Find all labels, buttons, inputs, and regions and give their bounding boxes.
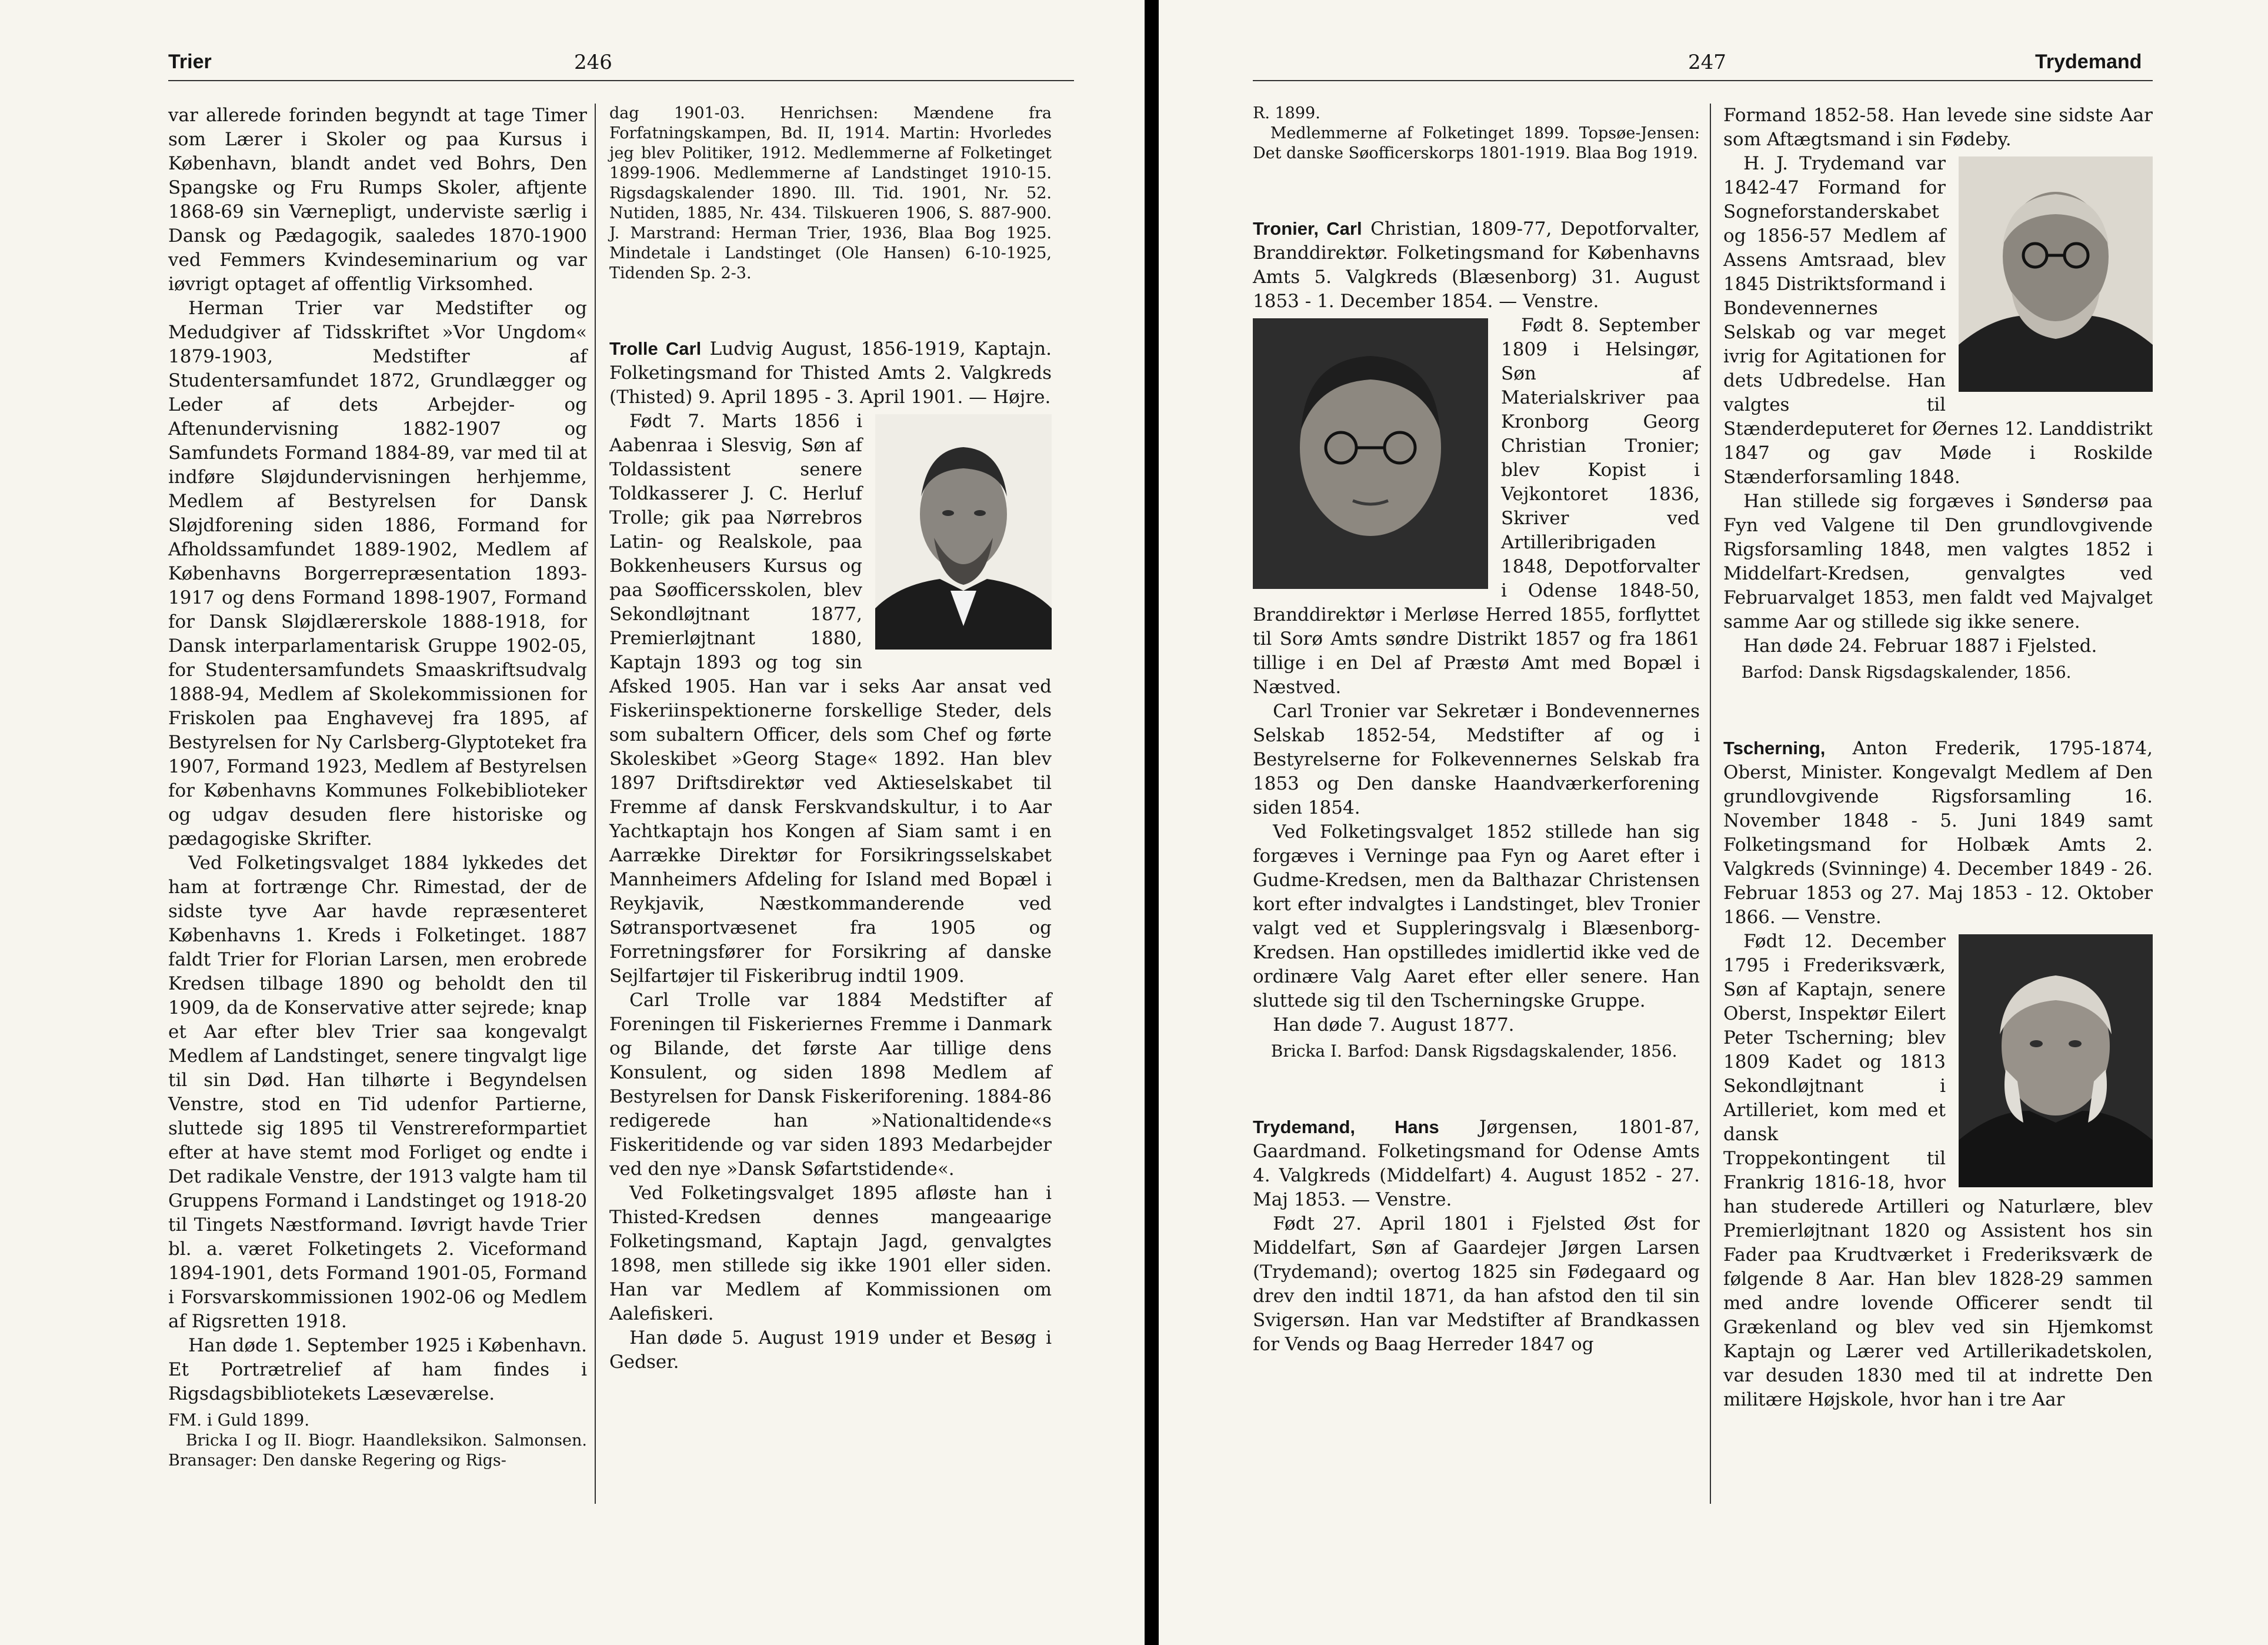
- portrait-tscherning: [1959, 934, 2153, 1187]
- header-rule: [168, 80, 1074, 81]
- header-rule: [1253, 80, 2153, 81]
- tronier-intro: Christian, 1809-77, Depotforvalter, Branddirektør. Folketingsmand for Københavns Amts 5. Valgkreds (Blæsenborg) 31. August 1853 - 1. December 1854. — Venstre.: [1253, 218, 1700, 312]
- left-column-2: [609, 104, 1052, 1374]
- entry-name-tronier: Tronier, Carl: [1253, 218, 1362, 239]
- portrait-trydemand-photo: [1959, 156, 2153, 392]
- entry-gap: [1723, 683, 2153, 736]
- portrait-trolle: [875, 414, 1052, 650]
- portrait-trolle-photo: [875, 414, 1052, 650]
- trolle-paragraph: Carl Trolle var 1884 Medstifter af Foreningen til Fiskeriernes Fremme i Danmark og Bilande, det første Aar tillige dens Konsulent, og siden 1898 Medlem af Bestyrelsen for Dansk Fiskeriforening. 1884-86 redigerede han »Nationaltidende«s Fiskeritidende og var siden 1893 Medarbejder ved den nye »Dansk Søfartstidende«.: [609, 990, 1052, 1180]
- portrait-tscherning-photo: [1959, 934, 2153, 1187]
- trier-paragraph: Herman Trier var Medstifter og Medudgiver af Tidsskriftet »Vor Ungdom« 1879-1903, Medstifter af Studentersamfundet 1872, Grundlægger og Leder af dets Arbejder- og Aftenundervisning 1882-1907 og Samfundets Formand 1884-89, var med til at indføre Sløjdundervisningen herhjemme, Medlem af Bestyrelsen for Dansk Sløjdforening siden 1886, Formand for Afholdssamfundet 1889-1902, Medlem af Københavns Borgerrepræsentation 1893-1917 og dens Formand 1898-1907, Formand for Dansk Sløjdlærerskole 1888-1918, for Dansk interparlamentarisk Gruppe 1902-05, for Studentersamfundets Smaaskriftsudvalg 1888-94, Medlem af Skolekommissionen for Friskolen paa Enghavevej fra 1895, af Bestyrelsen for Ny Carlsberg-Glyptoteket fra 1907, Formand 1923, Medlem af Bestyrelsen for Københavns Kommunes Folkebiblioteker og udgav desuden flere historiske og pædagogiske Skrifter.: [168, 298, 587, 850]
- trier-sources: Bricka I og II. Biogr. Haandleksikon. Salmonsen. Bransager: Den danske Regering og Rigs-: [168, 1431, 587, 1470]
- trydemand-sources: Barfod: Dansk Rigsdagskalender, 1856.: [1741, 662, 2072, 682]
- entry-name-trydemand-first: Hans: [1355, 1117, 1439, 1137]
- right-column-1: [1253, 104, 1700, 1357]
- tronier-sources: Bricka I. Barfod: Dansk Rigsdagskalender, 1856.: [1270, 1041, 1677, 1061]
- running-head-left: Trier: [168, 51, 212, 73]
- entry-name-trolle: Trolle Carl: [609, 338, 702, 359]
- trydemand-intro: Jørgensen, 1801-87, Gaardmand. Folketingsmand for Odense Amts 4. Valgkreds (Middelfart) 4. August 1852 - 27. Maj 1853. — Venstre.: [1253, 1117, 1700, 1210]
- running-head-right: Trydemand: [2035, 51, 2142, 73]
- tscherning-intro: Anton Frederik, 1795-1874, Oberst, Minister. Kongevalgt Medlem af Den grundlovgivende Rigsforsamling 16. November 1848 - 5. Juni 1849 samt Folketingsmand for Holbæk Amts 2. Valgkreds (Svinninge) 4. December 1849 - 26. Februar 1853 og 27. Maj 1853 - 12. Oktober 1866. — Venstre.: [1723, 738, 2153, 928]
- trydemand-paragraph: Han stillede sig forgæves i Søndersø paa Fyn ved Valgene til Den grundlovgivende Rigsforsamling 1848, men valgtes 1852 i Middelfart-Kredsen, genvalgtes ved Februarvalget 1853, men faldt ved Majvalget samme Aar og stillede sig ikke senere.: [1723, 491, 2153, 632]
- entry-gap: [1253, 164, 1700, 217]
- portrait-trydemand: [1959, 156, 2153, 392]
- right-page: [1159, 0, 2268, 1645]
- trolle-paragraph: Han døde 5. August 1919 under et Besøg i Gedser.: [609, 1327, 1052, 1373]
- entry-gap: [1253, 1062, 1700, 1115]
- tronier-paragraph: Han døde 7. August 1877.: [1273, 1014, 1515, 1035]
- trier-paragraph: Ved Folketingsvalget 1884 lykkedes det ham at fortrænge Chr. Rimestad, der de sidste tyve Aar havde repræsenteret Københavns 1. Kreds i Folketinget. 1887 faldt Trier for Florian Larsen, men erobrede Kredsen tilbage 1890 og beholdt den til 1909, da de Konservative atter sejrede; knap et Aar efter blev Trier saa kongevalgt Medlem af Landstinget, senere tingvalgt lige til sin Død. Han tilhørte i Begyndelsen Venstre, stod en Tid udenfor Partierne, sluttede sig 1895 til Venstrereformpartiet efter at have stemt mod Forliget og endte i Det radikale Venstre, der 1913 valgte ham til Gruppens Formand i Landstinget og 1918-20 til Tingets Næstformand. Iøvrigt havde Trier bl. a. været Folketingets 2. Viceformand 1894-1901, dets Formand 1901-05, Formand i Forsvarskommissionen 1902-06 og Medlem af Rigsretten 1918.: [168, 853, 587, 1332]
- portrait-tronier-photo: [1253, 318, 1488, 589]
- portrait-tronier: [1253, 318, 1488, 589]
- tronier-paragraph: Carl Tronier var Sekretær i Bondevennernes Selskab 1852-54, Medstifter af og i Bestyrelserne for Folkevennernes Selskab fra 1853 og Den danske Haandværkerforening siden 1854.: [1253, 701, 1700, 818]
- page-number-right: 247: [1688, 51, 1726, 74]
- entry-name-trydemand: Trydemand,: [1253, 1117, 1355, 1137]
- trydemand-paragraph: H. J. Trydemand var 1842-47 Formand for Sogneforstanderskabet og 1856-57 Medlem af Assens Amtsraad, blev 1845 Distriktsformand i Bondevennernes Selskab og var meget ivrig for Agitationen for dets Udbredelse. Han valgtes til Stænderdeputeret for Øernes 12. Landdistrikt 1847 og gav Møde i Roskilde Stænderforsamling 1848.: [1723, 153, 2153, 488]
- trolle-award: R. 1899.: [1253, 104, 1320, 122]
- tronier-paragraph: Ved Folketingsvalget 1852 stillede han sig forgæves i Verninge paa Fyn og Aaret efter i Gudme-Kredsen, men da Balthazar Christensen kort efter indvalgtes i Landstinget, blev Tronier valgt ved et Suppleringsvalg i Blæsenborg-Kredsen. Han opstilledes imidlertid ikke ved de ordinære Valg Aaret efter eller senere. Han sluttede sig til den Tscherningske Gruppe.: [1253, 821, 1700, 1011]
- trolle-paragraph: Ved Folketingsvalget 1895 afløste han i Thisted-Kredsen dennes mangeaarige Folketingsmand, Kaptajn Jagd, genvalgtes 1898, men stillede sig ikke 1901 eller siden. Han var Medlem af Kommissionen om Aalefiskeri.: [609, 1183, 1052, 1324]
- entry-gap: [609, 284, 1052, 337]
- trydemand-paragraph: Han døde 24. Februar 1887 i Fjelsted.: [1743, 635, 2097, 657]
- trier-paragraph: Han døde 1. September 1925 i København. Et Portrætrelief af ham findes i Rigsdagsbibliotekets Læseværelse.: [168, 1335, 587, 1404]
- trolle-sources: Medlemmerne af Folketinget 1899. Topsøe-Jensen: Det danske Søofficerskorps 1801-1919. Blaa Bog 1919.: [1253, 124, 1700, 162]
- left-column-1: [168, 104, 587, 1471]
- column-divider: [595, 104, 596, 1504]
- trier-paragraph: var allerede forinden begyndt at tage Timer som Lærer i Skoler og paa Kursus i København, blandt andet ved Bohrs, Den Spangske og Fru Rumps Skoler, aftjente 1868-69 sin Værnepligt, underviste særlig i Dansk og Pædagogik, saaledes 1870-1900 ved Femmers Kvindeseminarium og var iøvrigt optaget af offentlig Virksomhed.: [168, 105, 587, 295]
- right-column-2: [1723, 104, 2153, 1412]
- tronier-paragraph: Født 8. September 1809 i Helsingør, Søn af Materialskriver paa Kronborg Georg Christian Tronier; blev Kopist i Vejkontoret 1836, Skriver ved Artilleribrigaden 1848, Depotforvalter i Odense 1848-50, Branddirektør i Merløse Herred 1855, forflyttet til Sorø Amts søndre Distrikt 1857 og fra 1861 tillige i en Del af Præstø Amt med Bopæl i Næstved.: [1253, 315, 1700, 698]
- trydemand-paragraph: Født 27. April 1801 i Fjelsted Øst for Middelfart, Søn af Gaardejer Jørgen Larsen (Trydemand); overtog 1825 sin Fødegaard og drev den indtil 1871, da han afstod den til sin Svigersøn. Han var Medstifter af Brandkassen for Vends og Baag Herreder 1847 og: [1253, 1213, 1700, 1355]
- trier-sources-continued: dag 1901-03. Henrichsen: Mændene fra Forfatningskampen, Bd. II, 1914. Martin: Hvorledes jeg blev Politiker, 1912. Medlemmerne af Folketinget 1899-1906. Medlemmerne af Landstinget 1910-15. Rigsdagskalender 1890. Ill. Tid. 1901, Nr. 52. Nutiden, 1885, Nr. 434. Tilskueren 1906, S. 887-900. J. Marstrand: Herman Trier, 1936, Blaa Bog 1925. Mindetale i Landstinget (Ole Hansen) 6-10-1925, Tidenden Sp. 2-3.: [609, 104, 1052, 282]
- entry-name-tscherning: Tscherning,: [1723, 738, 1826, 758]
- tscherning-paragraph: Født 12. December 1795 i Frederiksværk, Søn af Kaptajn, senere Oberst, Inspektør Eilert Peter Tscherning; blev 1809 Kadet og 1813 Sekondløjtnant i Artilleriet, kom med et dansk Troppekontingent til Frankrig 1816-18, hvor han studerede Artilleri og Naturlære, blev Premierløjtnant 1820 og Assistent hos sin Fader paa Krudtværket i Frederiksværk de følgende 8 Aar. Han blev 1828-29 sammen med andre lovende Officerer sendt til Grækenland og blev ved sin Hjemkomst Kaptajn og Lærer ved Artillerikadetskolen, var desuden 1830 med til at indrette Den militære Højskole, hvor han i tre Aar: [1723, 931, 2153, 1410]
- trolle-paragraph: Født 7. Marts 1856 i Aabenraa i Slesvig, Søn af Toldassistent senere Toldkasserer J. C. Herluf Trolle; gik paa Nørrebros Latin- og Realskole, paa Bokkenheusers Kursus og paa Søofficersskolen, blev Sekondløjtnant 1877, Premierløjtnant 1880, Kaptajn 1893 og tog sin Afsked 1905. Han var i seks Aar ansat ved Fiskeriinspektionerne forskellige Steder, dels som subaltern Officer, dels som Chef og førte Skoleskibet »Georg Stage« 1892. Han blev 1897 Driftsdirektør ved Aktieselskabet til Fremme af dansk Ferskvandskultur, i to Aar Yachtkaptajn hos Kongen af Siam samt i en Aarrække Direktør for Forsikringsselskabet Mannheimers Afdeling for Island med Bopæl i Reykjavik, Næstkommanderende ved Søtransportvæsenet fra 1905 og Forretningsfører for Forsikring af danske Sejlfartøjer til Fiskeribrug indtil 1909.: [609, 411, 1052, 987]
- column-divider: [1710, 104, 1711, 1504]
- trier-award: FM. i Guld 1899.: [168, 1410, 310, 1430]
- page-number-left: 246: [574, 51, 612, 74]
- trydemand-paragraph: Formand 1852-58. Han levede sine sidste Aar som Aftægtsmand i sin Fødeby.: [1723, 105, 2153, 150]
- trolle-intro: Ludvig August, 1856-1919, Kaptajn. Folketingsmand for Thisted Amts 2. Valgkreds (Thisted) 9. April 1895 - 3. April 1901. — Højre.: [609, 338, 1052, 408]
